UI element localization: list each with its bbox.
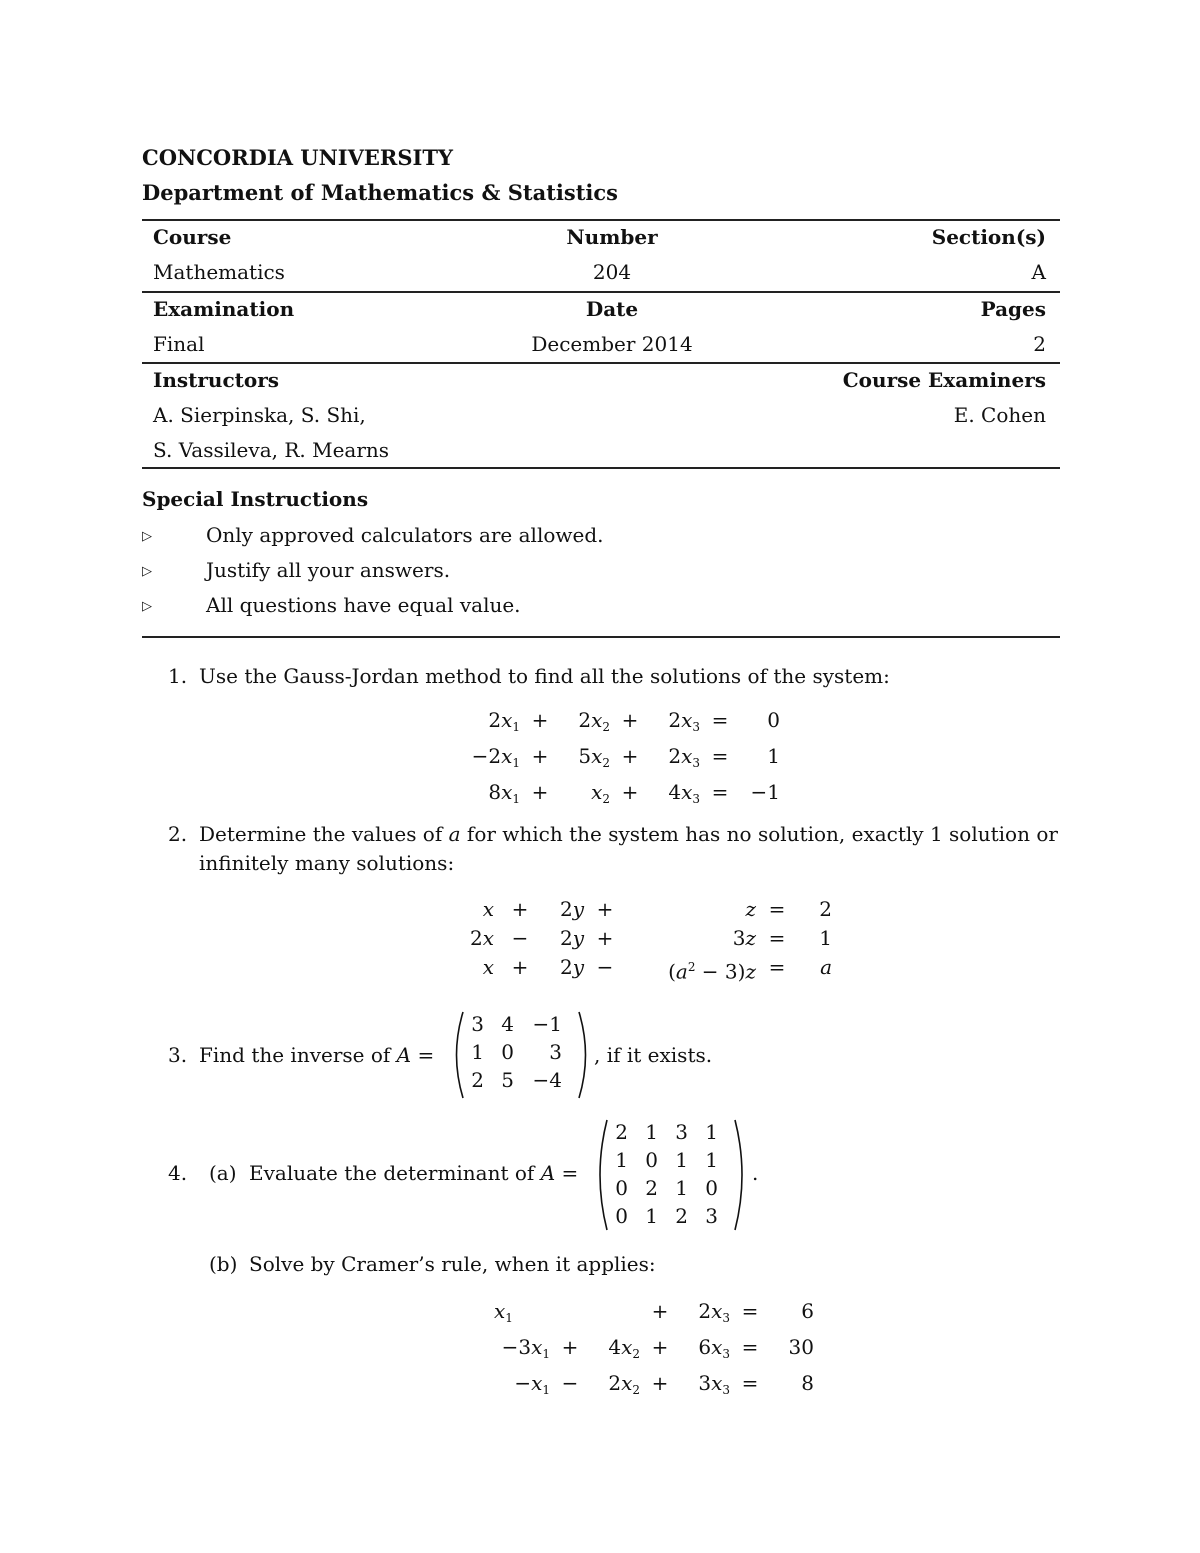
instruction-item: Justify all your answers. bbox=[206, 558, 451, 582]
question-3-text: Find the inverse of A = bbox=[199, 1043, 435, 1067]
right-paren-icon bbox=[576, 1010, 594, 1100]
question-4-matrix bbox=[610, 1120, 718, 1228]
pages-value: 2 bbox=[1033, 332, 1046, 356]
table-rule-top bbox=[142, 219, 1060, 221]
question-4b-label: (b) bbox=[209, 1252, 238, 1276]
sections-value: A bbox=[1031, 260, 1046, 284]
question-4b-system: $x_1$ + $2x_3$ = 6 $-3x_1$ + $4x_2$ + $6x_3$ = 30 $-x_1$ − $2x_2$ + $3x_3$ = 8 bbox=[494, 1299, 814, 1397]
triangle-bullet-icon: ▷ bbox=[142, 599, 152, 614]
matrix-entry: 3 bbox=[471, 1012, 484, 1036]
table-rule-bottom bbox=[142, 467, 1060, 469]
question-1-text: Use the Gauss-Jordan method to find all the solutions of the system: bbox=[199, 664, 890, 688]
matrix-entry: 2 bbox=[675, 1204, 688, 1228]
question-2-text-before: Determine the values of bbox=[199, 822, 443, 846]
matrix-entry: 0 bbox=[615, 1176, 628, 1200]
question-3-number: 3. bbox=[168, 1043, 188, 1067]
question-3-text-before: Find the inverse of bbox=[199, 1043, 391, 1067]
right-paren-icon bbox=[732, 1118, 750, 1232]
number-value: 204 bbox=[592, 260, 632, 284]
university-name: CONCORDIA UNIVERSITY bbox=[142, 145, 453, 170]
question-1-system: $2x_1$ + $2x_2$ + $2x_3$ = 0 $-2x_1$ + $5x_2$ + $2x_3$ = 1 $8x_1$ + $x_2$ + $4x_3$ = −1 bbox=[471, 708, 780, 806]
sections-label: Section(s) bbox=[931, 225, 1046, 249]
matrix-entry: 0 bbox=[501, 1040, 514, 1064]
table-rule-3 bbox=[142, 362, 1060, 364]
triangle-bullet-icon: ▷ bbox=[142, 529, 152, 544]
question-4-number: 4. bbox=[168, 1161, 188, 1185]
matrix-entry: 3 bbox=[549, 1040, 562, 1064]
matrix-entry: 1 bbox=[645, 1204, 658, 1228]
matrix-entry: 1 bbox=[705, 1148, 718, 1172]
examiners-value: E. Cohen bbox=[953, 403, 1046, 427]
examination-label: Examination bbox=[153, 297, 295, 321]
date-value: December 2014 bbox=[531, 332, 693, 356]
question-4a-end: . bbox=[752, 1161, 759, 1185]
table-rule-2 bbox=[142, 291, 1060, 293]
matrix-entry: 1 bbox=[705, 1120, 718, 1144]
question-3-matrix bbox=[466, 1012, 562, 1092]
matrix-entry: −4 bbox=[532, 1068, 562, 1092]
instructions-rule bbox=[142, 636, 1060, 638]
question-2-text-after: for which the system has no solution, exactly 1 solution or bbox=[466, 822, 1058, 846]
left-paren-icon bbox=[592, 1118, 610, 1232]
question-2-system: x + 2y + z = 2 2x − 2y + 3z = 1 x + 2y − $(a^2 - 3)z$ = a bbox=[469, 897, 832, 984]
question-2-text-line-2: infinitely many solutions: bbox=[199, 851, 455, 875]
question-2-number: 2. bbox=[168, 822, 188, 846]
course-label: Course bbox=[153, 225, 232, 249]
triangle-bullet-icon: ▷ bbox=[142, 564, 152, 579]
question-2-text-line-1 bbox=[199, 822, 1058, 846]
pages-label: Pages bbox=[980, 297, 1046, 321]
instruction-item: All questions have equal value. bbox=[206, 593, 521, 617]
matrix-entry: 1 bbox=[615, 1148, 628, 1172]
instruction-item: Only approved calculators are allowed. bbox=[206, 523, 604, 547]
matrix-entry: 1 bbox=[645, 1120, 658, 1144]
matrix-entry: 3 bbox=[705, 1204, 718, 1228]
question-4a-text-body: Evaluate the determinant of bbox=[249, 1161, 535, 1185]
instructors-line-1: A. Sierpinska, S. Shi, bbox=[153, 403, 366, 427]
matrix-entry: 5 bbox=[501, 1068, 514, 1092]
question-4a-label: (a) bbox=[209, 1161, 237, 1185]
examination-value: Final bbox=[153, 332, 205, 356]
question-3-text-after: , if it exists. bbox=[594, 1043, 713, 1067]
matrix-entry: 2 bbox=[645, 1176, 658, 1200]
question-4b-text: Solve by Cramer’s rule, when it applies: bbox=[249, 1252, 656, 1276]
matrix-entry: 1 bbox=[675, 1148, 688, 1172]
date-label: Date bbox=[585, 297, 639, 321]
matrix-entry: 0 bbox=[705, 1176, 718, 1200]
examiners-label: Course Examiners bbox=[842, 368, 1046, 392]
question-1-number: 1. bbox=[168, 664, 188, 688]
number-label: Number bbox=[566, 225, 658, 249]
instructors-label: Instructors bbox=[153, 368, 280, 392]
matrix-entry: 2 bbox=[615, 1120, 628, 1144]
question-2-variable: a bbox=[448, 822, 461, 846]
course-value: Mathematics bbox=[153, 260, 285, 284]
matrix-entry: 1 bbox=[471, 1040, 484, 1064]
matrix-entry: 0 bbox=[615, 1204, 628, 1228]
department-name: Department of Mathematics & Statistics bbox=[142, 180, 618, 205]
question-4a-text: Evaluate the determinant of A = bbox=[249, 1161, 579, 1185]
special-instructions-title: Special Instructions bbox=[142, 487, 369, 511]
instructors-line-2: S. Vassileva, R. Mearns bbox=[153, 438, 390, 462]
matrix-entry: −1 bbox=[532, 1012, 562, 1036]
matrix-entry: 0 bbox=[645, 1148, 658, 1172]
left-paren-icon bbox=[448, 1010, 466, 1100]
matrix-entry: 2 bbox=[471, 1068, 484, 1092]
matrix-entry: 4 bbox=[501, 1012, 514, 1036]
matrix-entry: 3 bbox=[675, 1120, 688, 1144]
matrix-entry: 1 bbox=[675, 1176, 688, 1200]
